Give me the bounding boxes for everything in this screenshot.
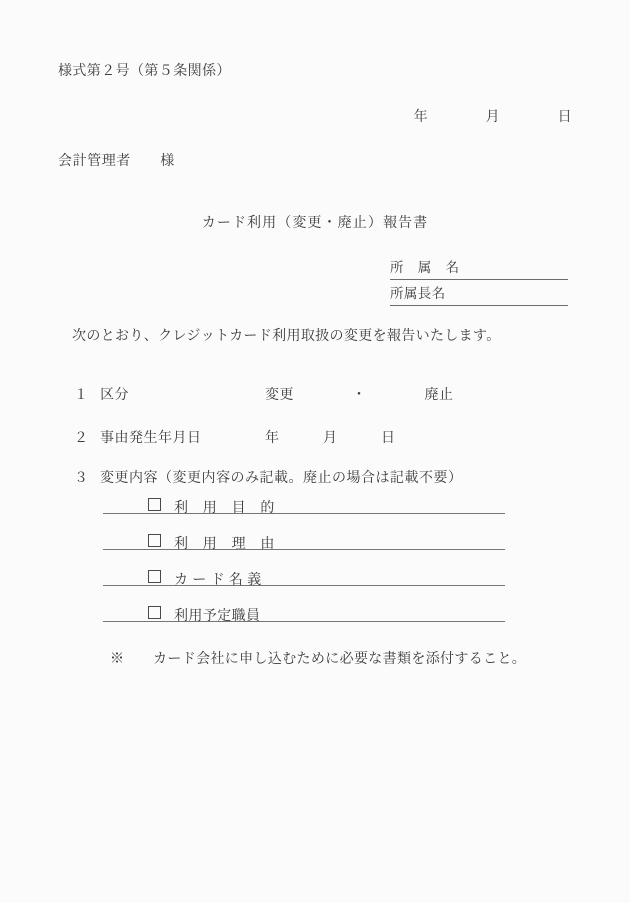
checkbox-label: 利 用 理 由 [174, 537, 275, 552]
checkbox-row-inner [120, 589, 260, 641]
checkbox-row-card-name[interactable] [103, 550, 505, 586]
addressee: 会計管理者 様 [58, 154, 175, 169]
checkbox-row-reason[interactable] [103, 514, 505, 550]
checkbox-label: 利 用 目 的 [174, 501, 275, 516]
change-details-checkbox-list [103, 478, 505, 622]
page-title: カード利用（変更・廃止）報告書 [201, 216, 429, 231]
checkbox-label: 利用予定職員 [174, 609, 261, 624]
checkbox-label: カ ー ド 名 義 [174, 573, 262, 588]
item-number: ２ [74, 431, 89, 446]
checkbox-unchecked-icon[interactable] [148, 498, 161, 511]
signature-field-department-head[interactable]: 所属長名 [390, 284, 568, 306]
checkbox-unchecked-icon[interactable] [148, 534, 161, 547]
item-occurrence-date-value[interactable]: 年 月 日 [265, 431, 396, 446]
checkbox-row-purpose[interactable] [103, 478, 505, 514]
checkbox-row-scheduled-user[interactable] [103, 586, 505, 622]
signature-fields [390, 258, 568, 306]
item-label: 変更内容（変更内容のみ記載。廃止の場合は記載不要） [100, 471, 463, 486]
date-line: 年 月 日 [413, 110, 572, 125]
item-category-options[interactable]: 変更 ・ 廃止 [265, 388, 454, 403]
intro-paragraph: 次のとおり、クレジットカード利用取扱の変更を報告いたします。 [72, 329, 501, 344]
footer-note: ※ カード会社に申し込むために必要な書類を添付すること。 [110, 652, 527, 667]
checkbox-unchecked-icon[interactable] [148, 570, 161, 583]
form-number: 様式第２号（第５条関係） [58, 64, 231, 79]
checkbox-unchecked-icon[interactable] [148, 606, 161, 619]
item-label: 事由発生年月日 [100, 431, 202, 446]
signature-field-department[interactable]: 所 属 名 [390, 258, 568, 280]
item-label: 区分 [100, 388, 129, 403]
item-number: １ [74, 388, 89, 403]
item-number: ３ [74, 471, 89, 486]
